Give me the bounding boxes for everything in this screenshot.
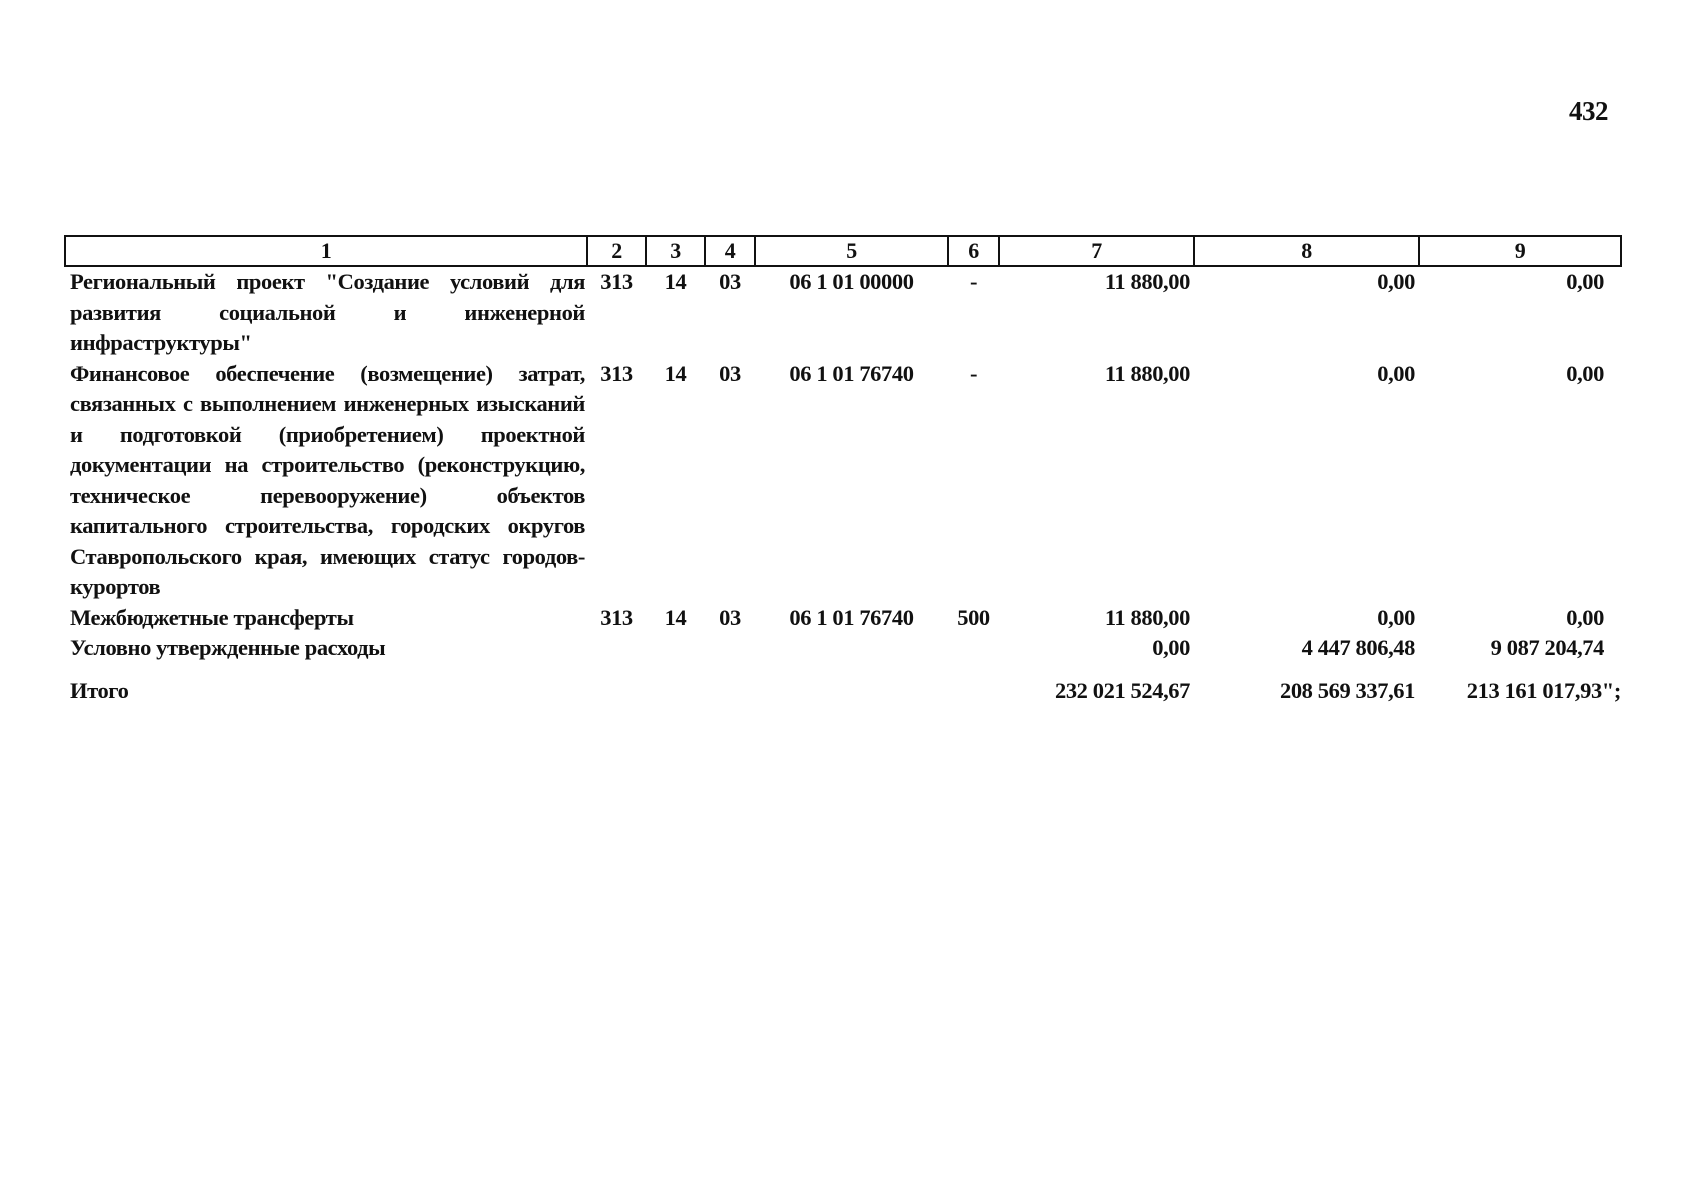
table-row — [65, 266, 1621, 359]
header-col-7: 7 — [999, 236, 1194, 266]
total-amount-col-9: 213 161 017,93"; — [1466, 677, 1621, 703]
row-amount-col-9: 0,00 — [1566, 269, 1604, 294]
row-amount-col-8: 0,00 — [1377, 604, 1415, 630]
row-section-code: 14 — [664, 604, 687, 630]
row-target-article: 06 1 01 76740 — [789, 604, 914, 630]
row-target-article: 06 1 01 76740 — [789, 360, 914, 386]
row-admin-code: 313 — [600, 269, 633, 294]
total-row — [65, 664, 1621, 707]
row-amount-col-8: 0,00 — [1377, 269, 1415, 294]
row-name: Условно утвержденные расходы — [70, 635, 386, 660]
row-section-code: 14 — [664, 269, 687, 294]
header-row — [65, 236, 1621, 266]
row-amount-col-8: 0,00 — [1377, 360, 1415, 386]
row-admin-code: 313 — [600, 360, 633, 386]
row-target-article: 06 1 01 00000 — [789, 269, 914, 294]
header-col-6: 6 — [948, 236, 999, 266]
budget-table-container — [64, 235, 1620, 706]
row-amount-col-7: 0,00 — [1152, 635, 1190, 660]
row-subsection-code: 03 — [719, 360, 741, 386]
row-admin-code: 313 — [600, 604, 633, 630]
total-label: Итого — [70, 677, 129, 703]
row-section-code: 14 — [664, 360, 687, 386]
total-amount-col-8: 208 569 337,61 — [1279, 677, 1415, 703]
row-name: Финансовое обеспечение (возмещение) затрат, связанных с выполнением инженерных изысканий и подготовкой (приобретением) проектной документации на строительство (реконструкцию, техническое перевооружение) объектов капитального строительства, городских округов Ставропольского края, имеющих статус городов-курортов — [70, 360, 585, 599]
row-amount-col-7: 11 880,00 — [1104, 269, 1190, 294]
row-expense-type: - — [969, 269, 978, 294]
row-amount-col-9: 9 087 204,74 — [1490, 635, 1604, 660]
row-admin-code — [587, 633, 646, 664]
row-section-code — [646, 633, 705, 664]
row-name: Межбюджетные трансферты — [70, 604, 354, 630]
header-col-5: 5 — [755, 236, 948, 266]
table-row — [65, 603, 1621, 634]
page-number: 432 — [1569, 96, 1608, 126]
table-body — [65, 266, 1621, 706]
header-col-2: 2 — [587, 236, 646, 266]
header-col-3: 3 — [646, 236, 705, 266]
row-amount-col-9: 0,00 — [1566, 360, 1604, 386]
row-expense-type: - — [969, 360, 978, 386]
row-expense-type: 500 — [957, 604, 990, 630]
header-col-1: 1 — [65, 236, 587, 266]
row-target-article — [755, 633, 948, 664]
total-amount-col-7: 232 021 524,67 — [1054, 677, 1190, 703]
row-amount-col-7: 11 880,00 — [1104, 360, 1190, 386]
row-amount-col-7: 11 880,00 — [1104, 604, 1190, 630]
table-header — [65, 236, 1621, 266]
row-subsection-code: 03 — [719, 269, 741, 294]
budget-table — [64, 235, 1622, 706]
header-col-4: 4 — [705, 236, 755, 266]
row-subsection-code: 03 — [719, 604, 741, 630]
table-row — [65, 633, 1621, 664]
row-amount-col-9: 0,00 — [1566, 604, 1604, 630]
header-col-8: 8 — [1194, 236, 1419, 266]
header-col-9: 9 — [1419, 236, 1621, 266]
row-subsection-code — [705, 633, 755, 664]
row-name: Региональный проект "Создание условий для развития социальной и инженерной инфраструктуры" — [70, 269, 585, 355]
row-expense-type — [948, 633, 999, 664]
row-amount-col-8: 4 447 806,48 — [1301, 635, 1415, 660]
table-row — [65, 359, 1621, 603]
